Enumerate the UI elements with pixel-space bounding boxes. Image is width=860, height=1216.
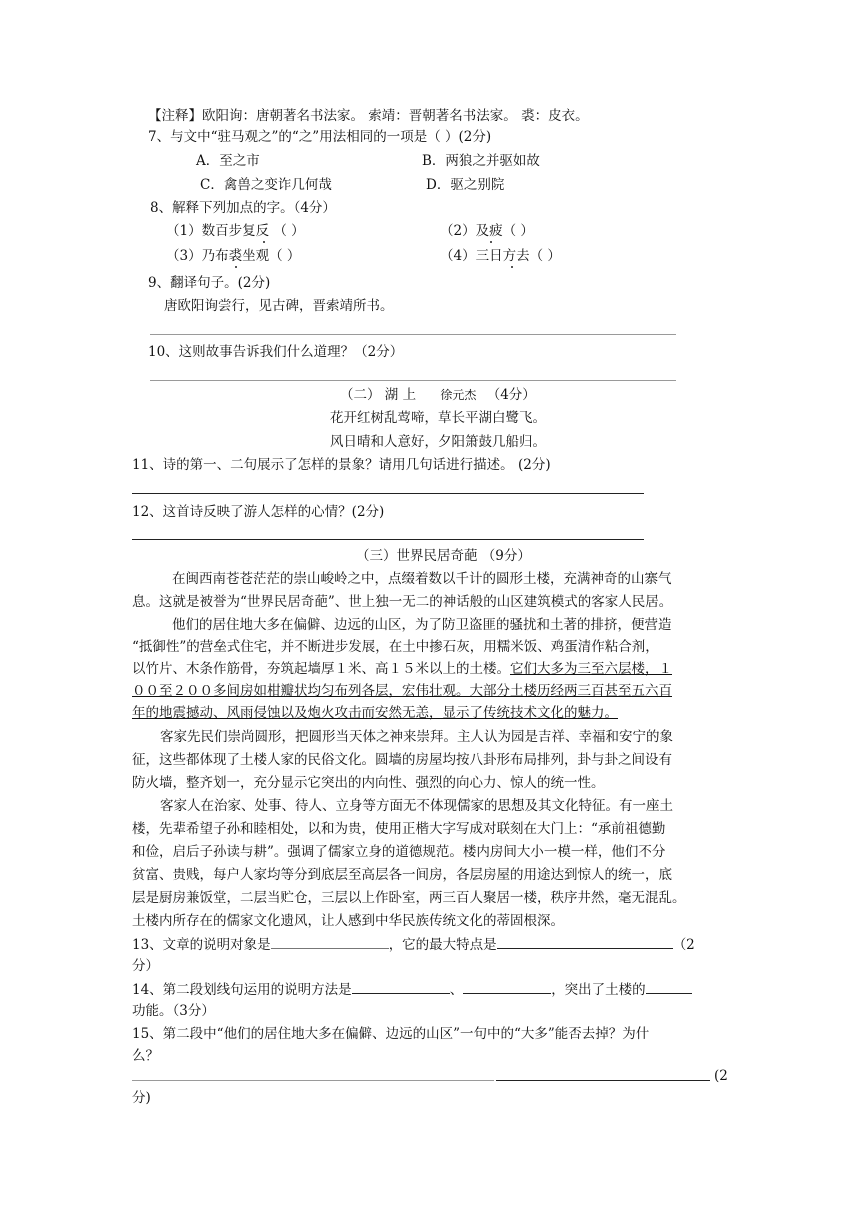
- article-p1-line1: 在闽西南苍苍茫茫的崇山峻岭之中，点缀着数以千计的圆形土楼，充满神奇的山寨气: [172, 571, 672, 587]
- note-line: [148, 106, 589, 126]
- note-text: 欧阳询：唐朝著名书法家。 索靖：晋朝著名书法家。 裘：皮衣。: [202, 108, 589, 124]
- q13-score-b: 分）: [132, 958, 159, 974]
- q7-option-c: C．禽兽之变诈几何哉: [200, 177, 332, 193]
- article-p3-line3: 防火墙，整齐划一，充分显示它突出的内向性、强烈的向心力、惊人的统一性。: [132, 775, 605, 791]
- emphasis-dot: [263, 241, 265, 243]
- q15-answer-line-thin[interactable]: [132, 1080, 494, 1081]
- article-p1-line2: 息。这就是被誉为“世界民居奇葩”、世上独一无二的神话般的山区建筑模式的客家人民居。: [132, 594, 673, 610]
- q9-stem: 9、翻译句子。(2分): [148, 275, 271, 291]
- underlined-sentence: 它们大多为三至六层楼，１: [510, 661, 672, 677]
- q14-text-3: ，突出了土楼的: [551, 982, 646, 998]
- article-p3-line2: 征，这些都体现了土楼人家的民俗文化。圆墙的房屋均按八卦形布局排列，卦与卦之间设有: [132, 752, 672, 768]
- q15-score-a: (2: [714, 1068, 728, 1084]
- q15-line2: 么？: [132, 1048, 159, 1064]
- q7-stem: 7、与文中“驻马观之”的“之”用法相同的一项是（ ）(2分): [148, 129, 492, 145]
- q11-stem: 11、诗的第一、二句展示了怎样的景象？请用几句话进行描述。 (2分): [132, 457, 551, 473]
- note-label: 【注释】: [148, 108, 202, 124]
- article-p2-line2: “抵御性”的营垒式住宅，并不断进步发展，在土中掺石灰，用糯米饭、鸡蛋清作粘合剂，: [132, 639, 659, 655]
- q15-score-b: 分): [132, 1090, 151, 1106]
- q14-line2: 功能。（3分）: [132, 1003, 215, 1019]
- q15-answer-line[interactable]: [496, 1080, 710, 1081]
- q7-option-a: A．至之市: [196, 153, 260, 169]
- article-p3-line1: 客家先民们崇尚圆形，把圆形当天体之神来崇拜。主人认为园是吉祥、幸福和安宁的象: [160, 729, 673, 745]
- q8-item-4: （4）三日方去（ ）: [440, 248, 561, 264]
- poem-line-1: 花开红树乱莺啼，草长平湖白鹭飞。: [330, 410, 546, 426]
- q15-line1: 15、第二段中“他们的居住地大多在偏僻、边远的山区”一句中的“大多”能否去掉？为什: [132, 1026, 650, 1042]
- underlined-sentence-line2: ００至２００多间房如柑瓣状均匀布列各层，宏伟壮观。大部分土楼历经两三百甚至五六百: [132, 683, 672, 699]
- article-title: （三）世界民居奇葩 （9分）: [356, 548, 531, 564]
- article-p4-line2: 楼，先辈希望子孙和睦相处，以和为贵，使用正楷大字写成对联刻在大门上：“承前祖德勤: [132, 821, 666, 837]
- poem-heading: [340, 385, 536, 405]
- q13-score-a: （2: [672, 937, 695, 953]
- q8-item-3: （3）乃布裘坐观（ ）: [166, 248, 301, 264]
- q13-line1: [132, 934, 695, 955]
- poem-score: （4分）: [486, 387, 536, 403]
- poem-title: （二） 湖 上: [340, 387, 417, 403]
- q8-item-2: （2）及疲（ ）: [440, 223, 534, 239]
- emphasis-dot: [511, 266, 513, 268]
- q14-text-2: 、: [449, 982, 464, 998]
- q13-text-2: ，它的最大特点是: [388, 937, 497, 953]
- q7-option-d: D．驱之别院: [426, 177, 505, 193]
- q7-option-b: B．两狼之并驱如故: [422, 153, 540, 169]
- q14-text-1: 14、第二段划线句运用的说明方法是: [132, 982, 352, 998]
- q14-blank-function[interactable]: [646, 979, 692, 994]
- poem-author: 徐元杰: [440, 388, 477, 402]
- q14-line1: [132, 979, 692, 1000]
- q10-answer-line[interactable]: [150, 380, 676, 381]
- q13-text-1: 13、文章的说明对象是: [132, 937, 271, 953]
- article-p4-line6: 土楼内所存在的儒家文化遗风，让人感到中华民族传统文化的蒂固根深。: [132, 913, 564, 929]
- q9-answer-line[interactable]: [150, 334, 676, 335]
- article-p2-line1: 他们的居住地大多在偏僻、边远的山区，为了防卫盗匪的骚扰和土著的排挤，便营造: [172, 617, 672, 633]
- q13-blank-feature[interactable]: [497, 934, 673, 949]
- q9-sentence: 唐欧阳询尝行，见古碑，晋索靖所书。: [164, 298, 394, 314]
- underlined-sentence-line3: 年的地震撼动、风雨侵蚀以及炮火攻击而安然无恙，显示了传统技术文化的魅力。: [132, 705, 618, 721]
- q13-blank-object[interactable]: [271, 934, 389, 949]
- article-p4-line4: 贫富、贵贱，每户人家均等分到底层至高层各一间房，各层房屋的用途达到惊人的统一，底: [132, 867, 672, 883]
- q12-stem: 12、这首诗反映了游人怎样的心情？(2分): [132, 504, 385, 520]
- q14-blank-method-2[interactable]: [463, 979, 551, 994]
- q14-blank-method-1[interactable]: [352, 979, 450, 994]
- article-p4-line5: 层是厨房兼饭堂，二层当贮仓，三层以上作卧室，两三百人聚居一楼，秩序井然，毫无混乱。: [132, 890, 686, 906]
- article-p4-line3: 和俭，启后子孙读与耕”。强调了儒家立身的道德规范。楼内房间大小一模一样，他们不分: [132, 844, 666, 860]
- q11-answer-line[interactable]: [132, 493, 644, 494]
- emphasis-dot: [235, 266, 237, 268]
- q8-stem: 8、解释下列加点的字。（4分）: [150, 200, 336, 216]
- q12-answer-line[interactable]: [132, 539, 644, 540]
- emphasis-dot: [490, 241, 492, 243]
- q8-item-1: （1）数百步复反 （ ）: [166, 223, 305, 239]
- q10-stem: 10、这则故事告诉我们什么道理？（2分）: [148, 344, 404, 360]
- article-p2-line3: [132, 659, 672, 679]
- article-p4-line1: 客家人在治家、处事、待人、立身等方面无不体现儒家的思想及其文化特征。有一座土: [160, 798, 673, 814]
- poem-line-2: 风日晴和人意好，夕阳箫鼓几船归。: [330, 434, 546, 450]
- article-p2-line3-plain: 以竹片、木条作筋骨，夯筑起墙厚１米、高１５米以上的土楼。: [132, 661, 510, 677]
